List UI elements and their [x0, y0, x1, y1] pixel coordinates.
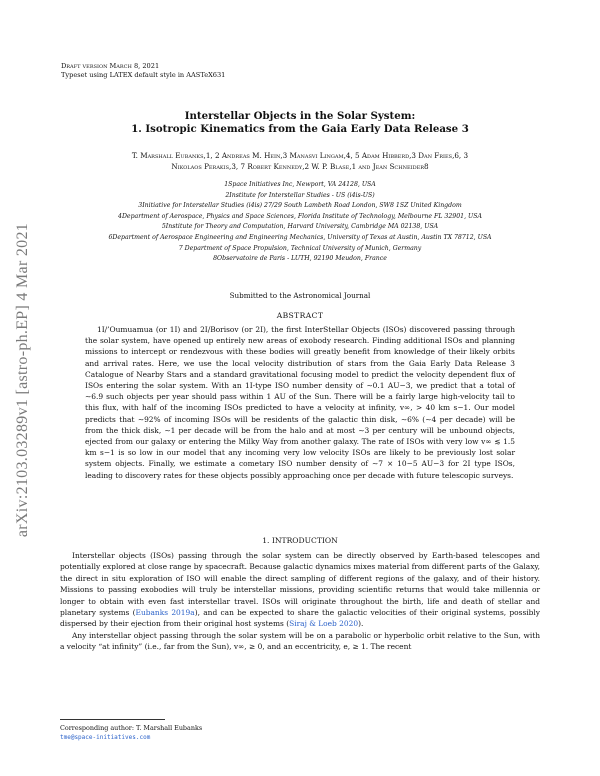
author-line-2: Nikolaos Perakis,3, 7 Robert Kennedy,2 W. P. Blase,1 and Jean Schneider8	[171, 162, 429, 171]
intro-text: ).	[358, 619, 364, 629]
intro-text: ), and can be expected to share the galactic velocities of their original systems, possibly dispersed by their ejection from their original host systems (	[60, 608, 540, 629]
affiliation: 1Space Initiatives Inc, Newport, VA 24128, USA	[224, 181, 376, 188]
draft-version: Draft version March 8, 2021	[61, 62, 160, 70]
affiliation: 6Department of Aerospace Engineering and Engineering Mechanics, University of Texas at Austin, Austin TX 78712, USA	[108, 233, 492, 241]
citation-link[interactable]: Eubanks 2019a	[135, 608, 195, 618]
affiliations	[55, 180, 545, 265]
introduction-body	[60, 550, 540, 653]
paper-title	[0, 110, 600, 135]
typeset-note: Typeset using LATEX default style in AASTeX631	[61, 71, 226, 79]
email-link[interactable]: tme@space-initiatives.com	[60, 734, 151, 742]
affiliation: 5Institute for Theory and Computation, Harvard University, Cambridge MA 02138, USA	[161, 223, 439, 231]
footnote	[60, 723, 202, 744]
title-line-2: 1. Isotropic Kinematics from the Gaia Early Data Release 3	[131, 122, 469, 135]
abstract-text: 1I/’Oumuamua (or 1I) and 2I/Borisov (or 2I), the first InterStellar Objects (ISOs) discovered passing through the solar system, have opened up entirely new areas of exobody research. Finding additional ISOs and planning missions to intercept or rendezvous with these bodies will greatly benefit from knowledge of their likely orbits and arrival rates. Here, we use the local velocity distribution of stars from the Gaia Early Data Release 3 Catalogue of Nearby Stars and a standard gravitational focusing model to predict the velocity dependent flux of ISOs entering the solar system. With an 1I-type ISO number density of ∼0.1 AU−3, we predict that a total of ∼6.9 such objects per year should pass within 1 AU of the Sun. There will be a fairly large high-velocity tail to this flux, with half of the incoming ISOs predicted to have a velocity at infinity, v∞, > 40 km s−1. Our model predicts that ∼92% of incoming ISOs will be residents of the galactic thin disk, ∼6% (∼4 per decade) will be from the thick disk, ∼1 per decade will be from the halo and at most ∼3 per century will be unbound objects, ejected from our galaxy or entering the Milky Way from another galaxy. The rate of ISOs with very low v∞ ≲ 1.5 km s−1 is so low in our model that any incoming very low velocity ISOs are likely to be previously lost solar system objects. Finally, we estimate a cometary ISO number density of ∼7 × 10−5 AU−3 for 2I type ISOs, leading to discovery rates for these objects possibly approaching once per decade with future telescopic surveys.	[85, 325, 515, 480]
section-heading-introduction: 1. INTRODUCTION	[262, 536, 338, 545]
intro-text: Interstellar objects (ISOs) passing through the solar system can be directly observed by Earth-based telescopes and potentially explored at close range by spacecraft. Because galactic dynamics mixes material from different parts of the Galaxy, the direct in situ exploration of ISO will enable the direct sampling of different regions of the galaxy, and of their history. Missions to passing exobodies will truly be interstellar missions, providing scientific returns that would take millennia or longer to obtain with even fast interstellar travel. ISOs will originate throughout the birth, life and death of stellar and planetary systems (	[60, 551, 540, 618]
affiliation: 8Observatoire de Paris - LUTH, 92190 Meudon, France	[213, 255, 387, 263]
arxiv-watermark	[6, 180, 40, 580]
page-header	[61, 62, 225, 80]
title-line-1: Interstellar Objects in the Solar System:	[184, 110, 416, 122]
corresponding-author: Corresponding author: T. Marshall Eubanks	[60, 724, 203, 732]
affiliation: 2Institute for Interstellar Studies - US (i4is-US)	[225, 191, 375, 199]
citation-link[interactable]: Siraj & Loeb 2020	[289, 619, 359, 629]
intro-paragraph-2: Any interstellar object passing through the solar system will be on a parabolic or hyperbolic orbit relative to the Sun, with a velocity “at infinity” (i.e., far from the Sun), v∞, ≥ 0, and an eccentricity, e, ≥ 1. The recent	[60, 630, 540, 652]
affiliation: 7 Department of Space Propulsion, Technical University of Munich, Germany	[178, 244, 422, 252]
author-line-1: T. Marshall Eubanks,1, 2 Andreas M. Hein,3 Manasvi Lingam,4, 5 Adam Hibberd,3 Dan Fries,6, 3	[131, 151, 469, 160]
affiliation: 3Initiative for Interstellar Studies (i4is) 27/29 South Lambeth Road London, SW8 1SZ United Kingdom	[138, 202, 462, 210]
arxiv-id[interactable]: arXiv:2103.03289v1 [astro-ph.EP] 4 Mar 2021	[14, 222, 32, 538]
affiliation: 4Department of Aerospace, Physics and Space Sciences, Florida Institute of Technology, Melbourne FL 32901, USA	[118, 212, 482, 220]
abstract-heading: ABSTRACT	[276, 311, 324, 320]
footnote-divider	[60, 719, 165, 720]
intro-paragraph-1	[60, 550, 540, 630]
author-list	[60, 150, 540, 172]
submission-note: Submitted to the Astronomical Journal	[229, 291, 371, 300]
